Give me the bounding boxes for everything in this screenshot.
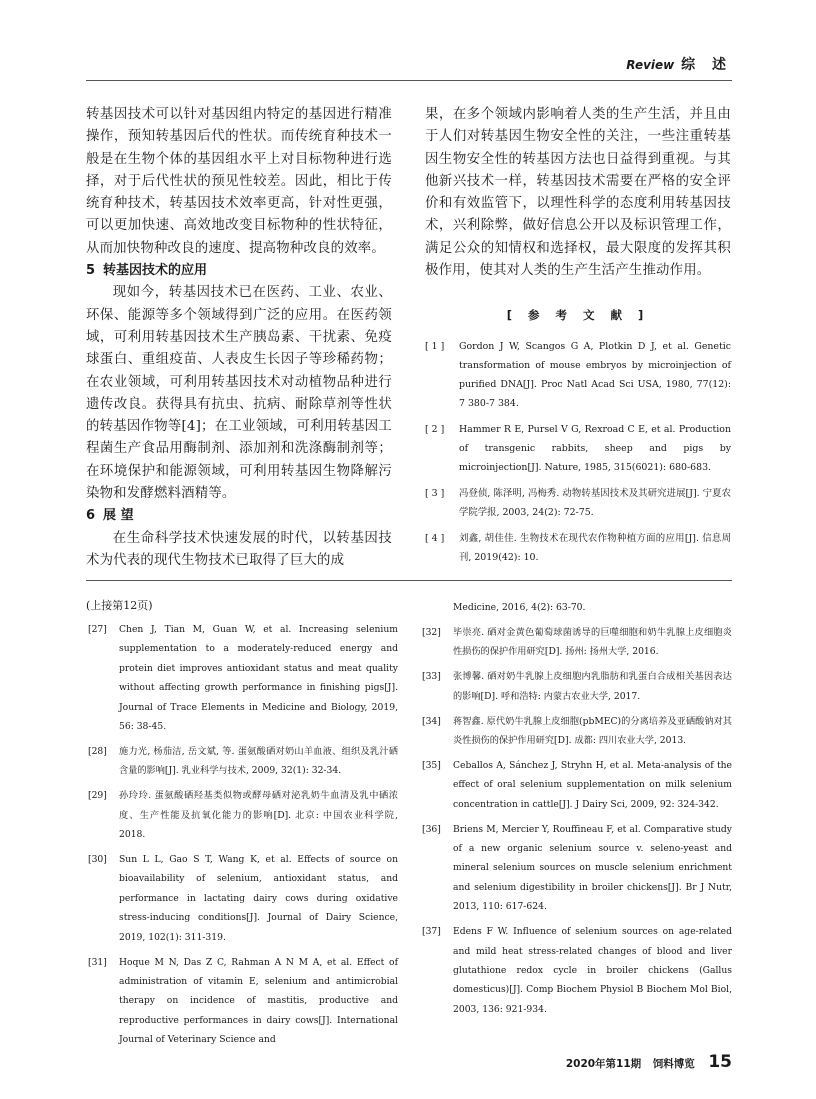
reference-item <box>425 420 731 477</box>
reference-item <box>420 667 732 706</box>
reference-text: 蒋智鑫. 原代奶牛乳腺上皮细胞(pbMEC)的分离培养及亚硒酸钠对其炎性损伤的保护作用研究[D]. 成都: 四川农业大学, 2013. <box>453 715 732 746</box>
reference-continuation <box>420 598 732 617</box>
issue-label: 2020年第11期 <box>565 1058 642 1070</box>
reference-item <box>420 922 732 1019</box>
section-label <box>626 54 732 74</box>
body-paragraph: 在生命科学技术快速发展的时代，以转基因技术为代表的现代生物技术已取得了巨大的成 <box>86 530 392 568</box>
page-footer <box>566 1052 732 1072</box>
reference-number: [30] <box>88 853 107 865</box>
reference-number: [36] <box>422 823 441 835</box>
section-title: 展 望 <box>103 508 134 524</box>
reference-text: 刘鑫, 胡佳佳. 生物技术在现代农作物种植方面的应用[J]. 信息周刊, 2019(42): 10. <box>459 533 731 564</box>
section-divider <box>86 580 732 581</box>
reference-number: [ 2 ] <box>425 424 445 436</box>
reference-text: Gordon J W, Scangos G A, Plotkin D J, et al. Genetic transformation of mouse embryos by microinjection of purified DNA[J]. Proc Natl Acad Sci USA, 1980, 77(12): 7 380-7 384. <box>459 341 731 410</box>
body-paragraph: 转基因技术可以针对基因组内特定的基因进行精准操作，预知转基因后代的性状。而传统育种技术一般是在生物个体的基因组水平上对目标物种进行选择，对于后代性状的预见性较差。因此，相比于传统育种技术，转基因技术效率更高，针对性更强，可以更加快速、高效地改变目标物种的性状特征，从而加快物种改良的速度、提高物种改良的效率。 <box>86 107 392 256</box>
reference-number: [ 1 ] <box>425 341 445 353</box>
reference-item <box>86 742 398 781</box>
reference-item <box>86 953 398 1050</box>
reference-text: Sun L L, Gao S T, Wang K, et al. Effects of source on bioavailability of selenium, antioxidant status, and performance in lactating dairy cows during oxidative stress-inducing conditions[J]. Journal of Dairy Science, 2019, 102(1): 311-319. <box>119 853 398 943</box>
reference-text: 毕崇亮. 硒对金黄色葡萄球菌诱导的巨噬细胞和奶牛乳腺上皮细胞炎性损伤的保护作用研究[D]. 扬州: 扬州大学, 2016. <box>453 626 732 658</box>
continued-refs-left <box>86 598 398 1055</box>
reference-item <box>420 820 732 917</box>
reference-item <box>420 623 732 662</box>
reference-number: [33] <box>422 671 441 683</box>
reference-text: Hoque M N, Das Z C, Rahman A N M A, et al. Effect of administration of vitamin E, selenium and antimicrobial therapy on incidence of mastitis, productive and reproductive performances in dairy cows[J]. International Journal of Veterinary Science and <box>119 956 398 1046</box>
reference-number: [32] <box>422 626 441 638</box>
section-number: 6 <box>86 508 96 524</box>
reference-number: [28] <box>88 745 107 757</box>
body-paragraph: 现如今，转基因技术已在医药、工业、农业、环保、能源等多个领域得到广泛的应用。在医药领域，可利用转基因技术生产胰岛素、干扰素、免疫球蛋白、重组疫苗、人表皮生长因子等珍稀药物；在农业领域，可利用转基因技术对动植物品种进行遗传改良。获得具有抗虫、抗病、耐除草剂等性状的转基因作物等[4]；在工业领域，可利用转基因工程菌生产食品用酶制剂、添加剂和洗涤酶制剂等；在环境保护和能源领域，可利用转基因生物降解污染物和发酵燃料酒精等。 <box>86 285 392 502</box>
reference-item <box>86 620 398 736</box>
reference-item <box>425 337 731 413</box>
reference-text: 冯登侦, 陈泽明, 冯梅秀. 动物转基因技术及其研究进展[J]. 宁夏农学院学报, 2003, 24(2): 72-75. <box>459 488 731 519</box>
references-title: [ 参 考 文 献 ] <box>506 308 650 323</box>
reference-text: Edens F W. Influence of selenium sources on age-related and mild heat stress-related changes of blood and liver glutathione redox cycle in broiler chickens (Gallus domesticus)[J]. Comp Biochem Physiol B Biochem Mol Biol, 2003, 136: 921-934. <box>453 926 732 1015</box>
reference-number: [ 3 ] <box>425 488 445 500</box>
running-header <box>86 50 732 81</box>
reference-text: 施力光, 杨茄洁, 岳文斌, 等. 蛋氨酸硒对奶山羊血液、组织及乳汁硒含量的影响[J]. 乳业科学与技术, 2009, 32(1): 32-34. <box>119 745 398 777</box>
reference-item <box>420 756 732 814</box>
reference-number: [37] <box>422 926 441 938</box>
reference-number: [27] <box>88 624 107 635</box>
reference-item <box>425 484 731 522</box>
reference-text: Briens M, Mercier Y, Rouffineau F, et al. Comparative study of a new organic selenium source v. seleno-yeast and mineral selenium sources on muscle selenium enrichment and selenium digestibility in broiler chickens[J]. Br J Nutr, 2013, 110: 617-624. <box>453 823 732 913</box>
page-number: 15 <box>708 1052 732 1072</box>
reference-number: [31] <box>88 956 107 968</box>
journal-name: 饲料博览 <box>652 1058 695 1070</box>
continued-label: (上接第12页) <box>86 599 153 612</box>
section-number: 5 <box>86 263 96 279</box>
reference-number: [ 4 ] <box>425 533 445 545</box>
right-column <box>425 104 731 574</box>
section-label-cn: 综 述 <box>681 57 732 73</box>
reference-item <box>86 786 398 844</box>
reference-text: Chen J, Tian M, Guan W, et al. Increasing selenium supplementation to a moderately-reduced energy and protein diet improves antioxidant status and meat quality without affecting growth performance in finishing pigs[J]. Journal of Trace Elements in Medicine and Biology, 2019, 56: 38-45. <box>119 624 398 733</box>
body-paragraph: 果，在多个领域内影响着人类的生产生活，并且由于人们对转基因生物安全性的关注，一些注重转基因生物安全性的转基因方法也日益得到重视。与其他新兴技术一样，转基因技术需要在严格的安全评价和有效监管下，以理性科学的态度利用转基因技术，兴利除弊，做好信息公开以及标识管理工作，满足公众的知情权和选择权，最大限度的发挥其积极作用，使其对人类的生产生活产生推动作用。 <box>425 107 731 279</box>
section-label-en: Review <box>626 58 675 72</box>
reference-list <box>425 337 731 567</box>
section-heading-6 <box>86 505 392 527</box>
reference-number: [35] <box>422 759 441 771</box>
reference-number: [29] <box>88 790 107 802</box>
reference-text: 孙玲玲. 蛋氨酸硒羟基类似物或酵母硒对泌乳奶牛血清及乳中硒浓度、生产性能及抗氧化能力的影响[D]. 北京: 中国农业科学院, 2018. <box>119 790 398 841</box>
left-column <box>86 104 392 572</box>
reference-number: [34] <box>422 715 441 727</box>
section-heading-5 <box>86 260 392 282</box>
reference-text: 张博馨. 硒对奶牛乳腺上皮细胞内乳脂肪和乳蛋白合成相关基因表达的影响[D]. 呼和浩特: 内蒙古农业大学, 2017. <box>453 671 732 702</box>
reference-text: Hammer R E, Pursel V G, Rexroad C E, et al. Production of transgenic rabbits, sheep and pigs by microinjection[J]. Nature, 1985, 315(6021): 680-683. <box>459 424 731 474</box>
reference-text: Medicine, 2016, 4(2): 63-70. <box>453 602 586 613</box>
reference-text: Ceballos A, Sánchez J, Stryhn H, et al. Meta-analysis of the effect of oral selenium supplementation on milk selenium concentration in cattle[J]. J Dairy Sci, 2009, 92: 324-342. <box>453 759 732 810</box>
reference-item <box>420 712 732 751</box>
reference-item <box>86 850 398 947</box>
continued-refs-right <box>420 598 732 1025</box>
reference-item <box>425 529 731 567</box>
section-title: 转基因技术的应用 <box>103 263 208 279</box>
